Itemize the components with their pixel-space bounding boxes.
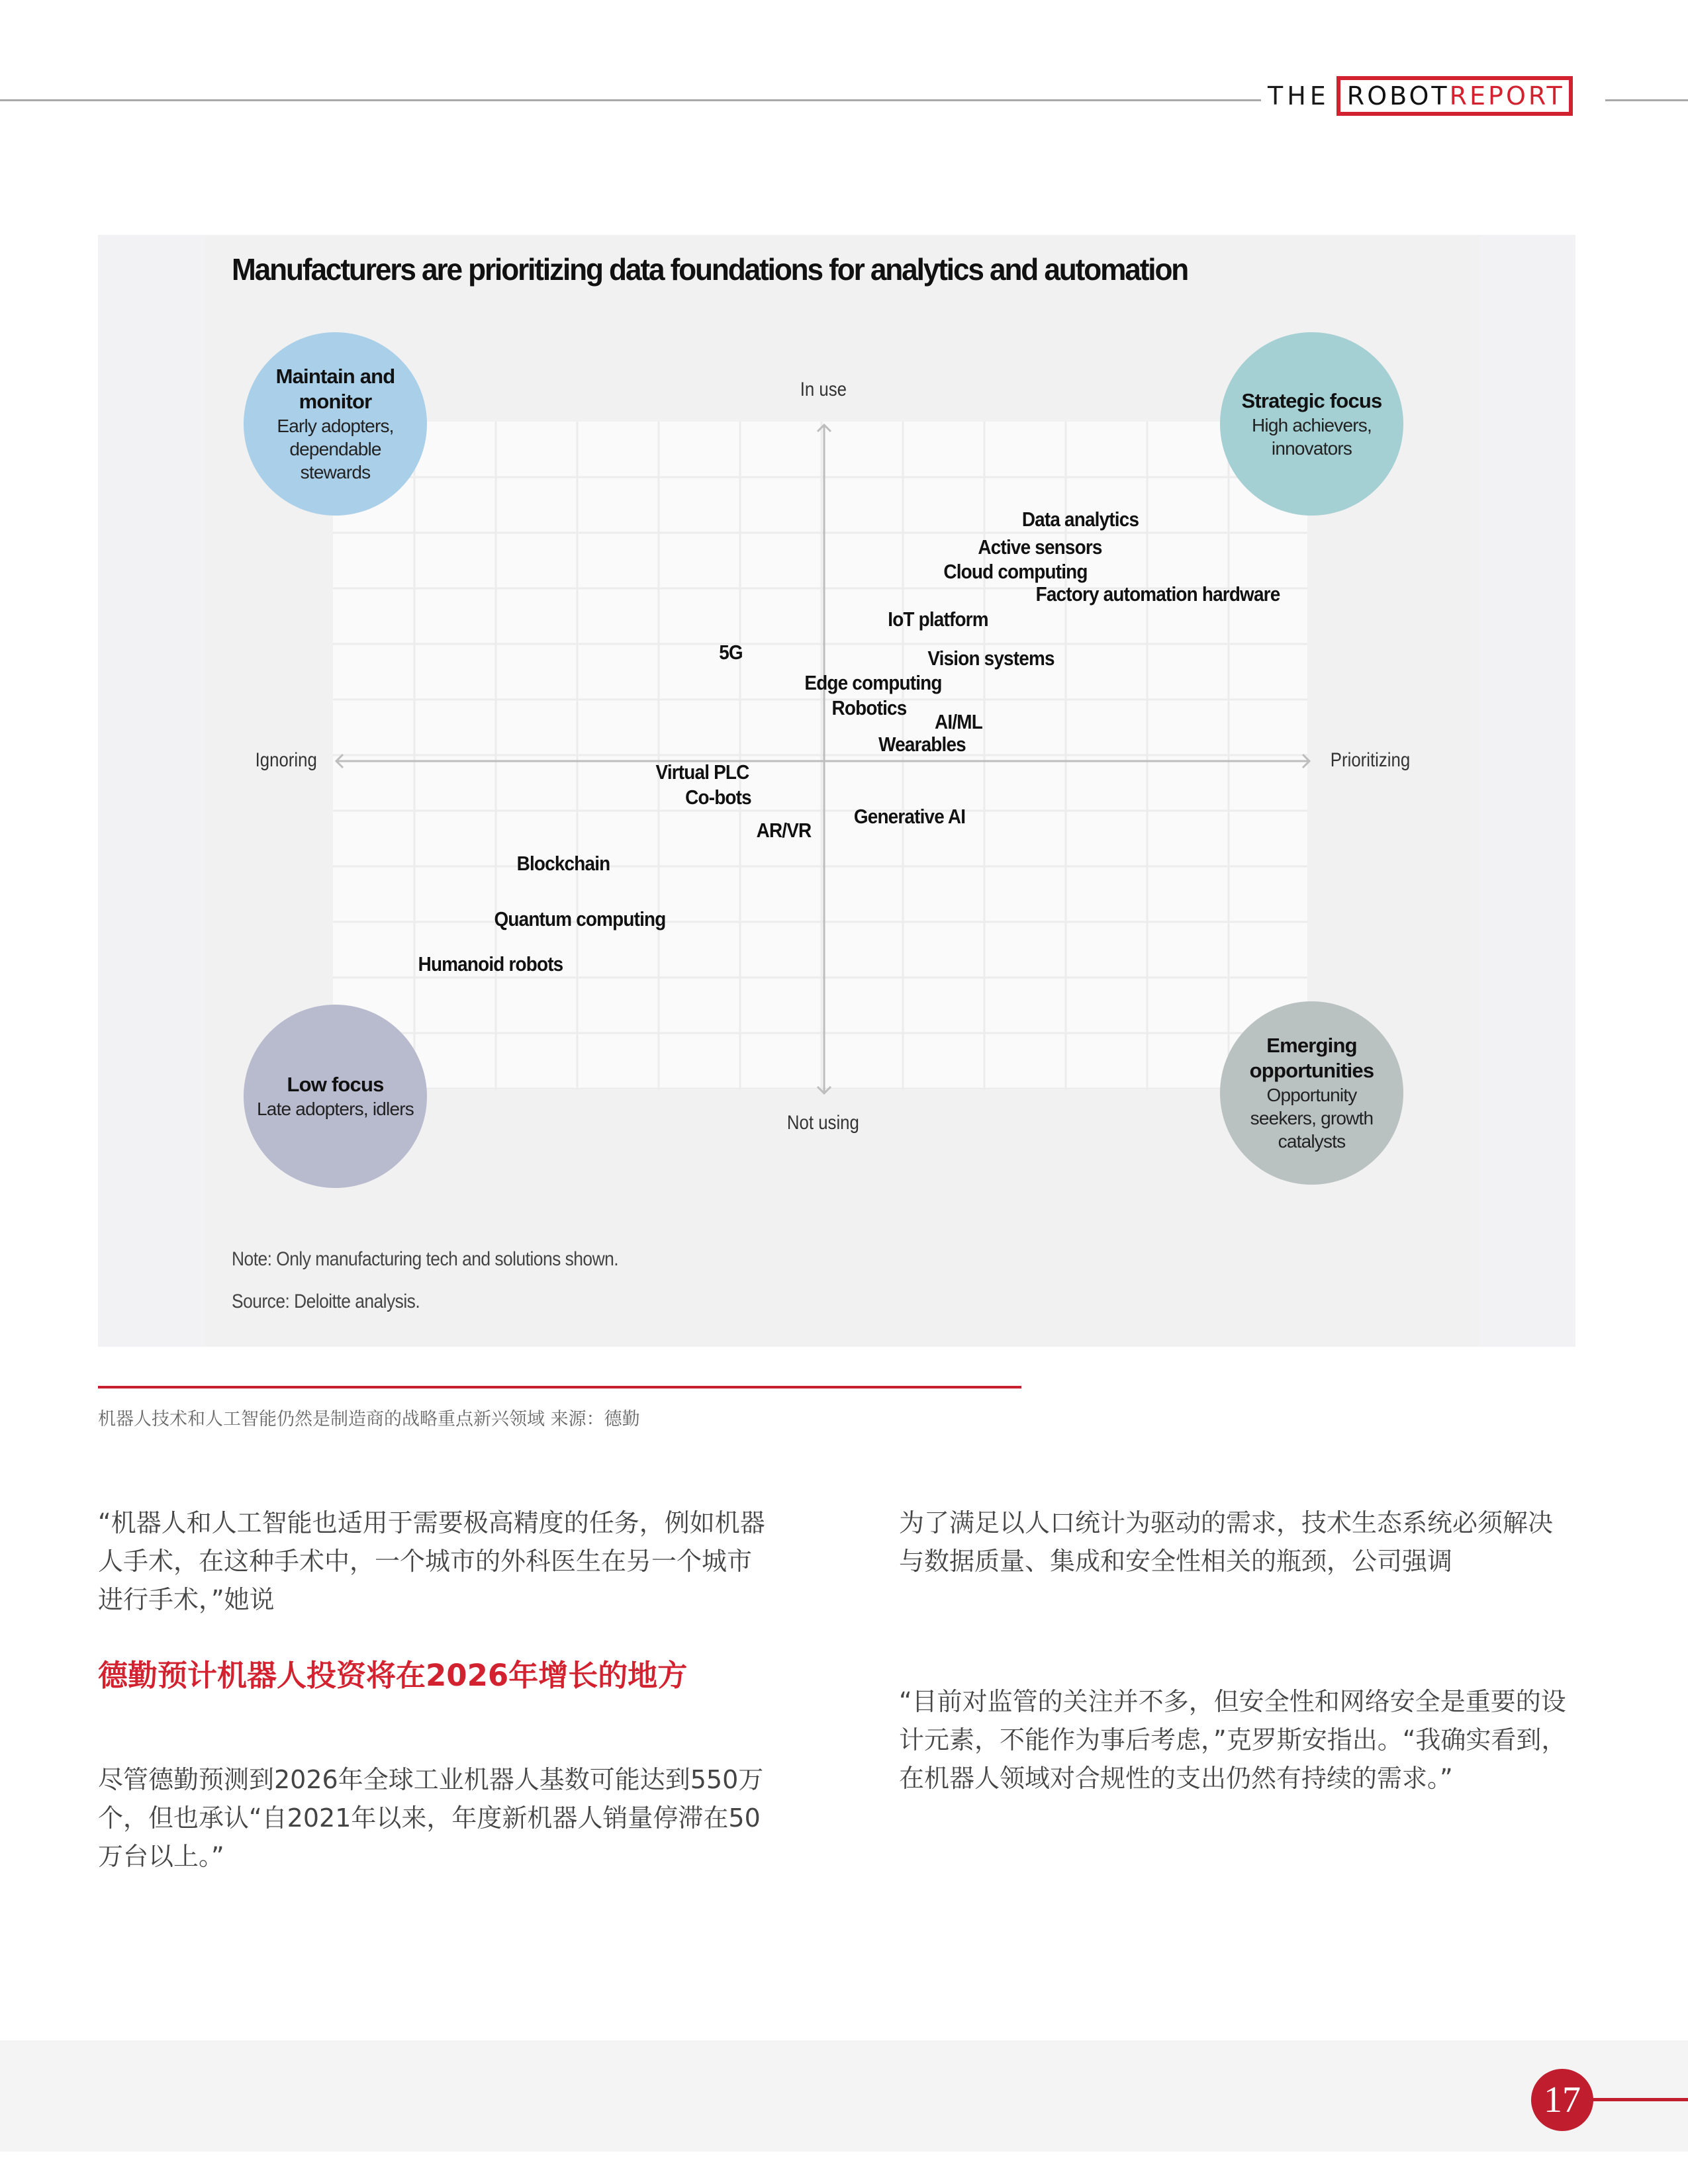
page-number: 17 bbox=[1544, 2079, 1581, 2120]
axis-label-top: In use bbox=[800, 379, 847, 400]
technology-label: Quantum computing bbox=[494, 907, 666, 931]
body-paragraph: 尽管德勤预测到2026年全球工业机器人基数可能达到550万个，但也承认“自2021年以来，年度新机器人销量停滞在50万台以上。” bbox=[98, 1765, 764, 1871]
quadrant-bubble-maintain bbox=[244, 332, 427, 516]
technology-label: Edge computing bbox=[804, 671, 942, 695]
technology-label: Generative AI bbox=[853, 805, 966, 828]
quadrant-subtitle: High achievers, innovators bbox=[1252, 414, 1372, 459]
figure-caption: 机器人技术和人工智能仍然是制造商的战略重点新兴领域 来源：德勤 bbox=[98, 1409, 640, 1430]
quadrant-title: Strategic focus bbox=[1241, 388, 1382, 412]
technology-label: Co-bots bbox=[685, 785, 751, 809]
technology-label: AI/ML bbox=[934, 710, 982, 734]
quadrant-title: Emerging opportunities bbox=[1249, 1034, 1374, 1082]
technology-label: Wearables bbox=[878, 732, 966, 756]
technology-label: Cloud computing bbox=[943, 560, 1088, 584]
technology-label: Robotics bbox=[831, 696, 907, 720]
quadrant-subtitle: Opportunity seekers, growth catalysts bbox=[1250, 1085, 1374, 1152]
axis-label-left: Ignoring bbox=[255, 749, 317, 771]
quadrant-title: Low focus bbox=[287, 1073, 384, 1096]
quadrant-subtitle: Early adopters, dependable stewards bbox=[277, 416, 394, 482]
body-paragraph: “目前对监管的关注并不多，但安全性和网络安全是重要的设计元素，不能作为事后考虑，”克罗斯安指出。“我确实看到，在机器人领域对合规性的支出仍然有持续的需求。” bbox=[899, 1687, 1567, 1793]
technology-label: Virtual PLC bbox=[655, 760, 749, 784]
page-number-rule bbox=[1592, 2098, 1688, 2101]
quadrant-bubble-strategic bbox=[1220, 332, 1403, 516]
quadrant-bubble-emerging bbox=[1220, 1001, 1403, 1185]
page-number-badge bbox=[1531, 2069, 1593, 2131]
technology-label: Vision systems bbox=[927, 646, 1055, 670]
body-paragraph: 为了满足以人口统计为驱动的需求，技术生态系统必须解决与数据质量、集成和安全性相关的瓶颈，公司强调 bbox=[899, 1508, 1554, 1576]
logo-report: REPORT bbox=[1449, 81, 1565, 111]
technology-label: Blockchain bbox=[517, 852, 610, 876]
section-heading: 德勤预计机器人投资将在2026年增长的地方 bbox=[98, 1658, 688, 1693]
figure-title: Manufacturers are prioritizing data foundations for analytics and automation bbox=[232, 252, 1188, 287]
quadrant-title: Maintain and monitor bbox=[275, 365, 395, 413]
footer-band bbox=[0, 2040, 1688, 2152]
quadrant-bubble-low-focus bbox=[244, 1005, 427, 1188]
quadrant-subtitle: Late adopters, idlers bbox=[257, 1099, 414, 1119]
figure-source: Source: Deloitte analysis. bbox=[232, 1291, 420, 1312]
axis-label-right: Prioritizing bbox=[1330, 749, 1411, 771]
technology-label: Factory automation hardware bbox=[1035, 582, 1280, 606]
technology-label: Humanoid robots bbox=[418, 952, 563, 976]
technology-label: Active sensors bbox=[978, 535, 1102, 559]
axis-label-bottom: Not using bbox=[786, 1112, 859, 1134]
technology-label: AR/VR bbox=[756, 819, 811, 842]
caption-rule bbox=[98, 1386, 1021, 1388]
body-paragraph: “机器人和人工智能也适用于需要极高精度的任务，例如机器人手术，在这种手术中，一个城市的外科医生在另一个城市进行手术，”她说 bbox=[98, 1508, 765, 1614]
logo-robot: ROBOT bbox=[1346, 81, 1450, 111]
technology-label: IoT platform bbox=[888, 607, 988, 631]
figure-note: Note: Only manufacturing tech and solutions shown. bbox=[232, 1248, 619, 1270]
technology-label: 5G bbox=[718, 641, 743, 664]
logo-the: THE bbox=[1268, 81, 1330, 111]
technology-label: Data analytics bbox=[1022, 507, 1139, 531]
